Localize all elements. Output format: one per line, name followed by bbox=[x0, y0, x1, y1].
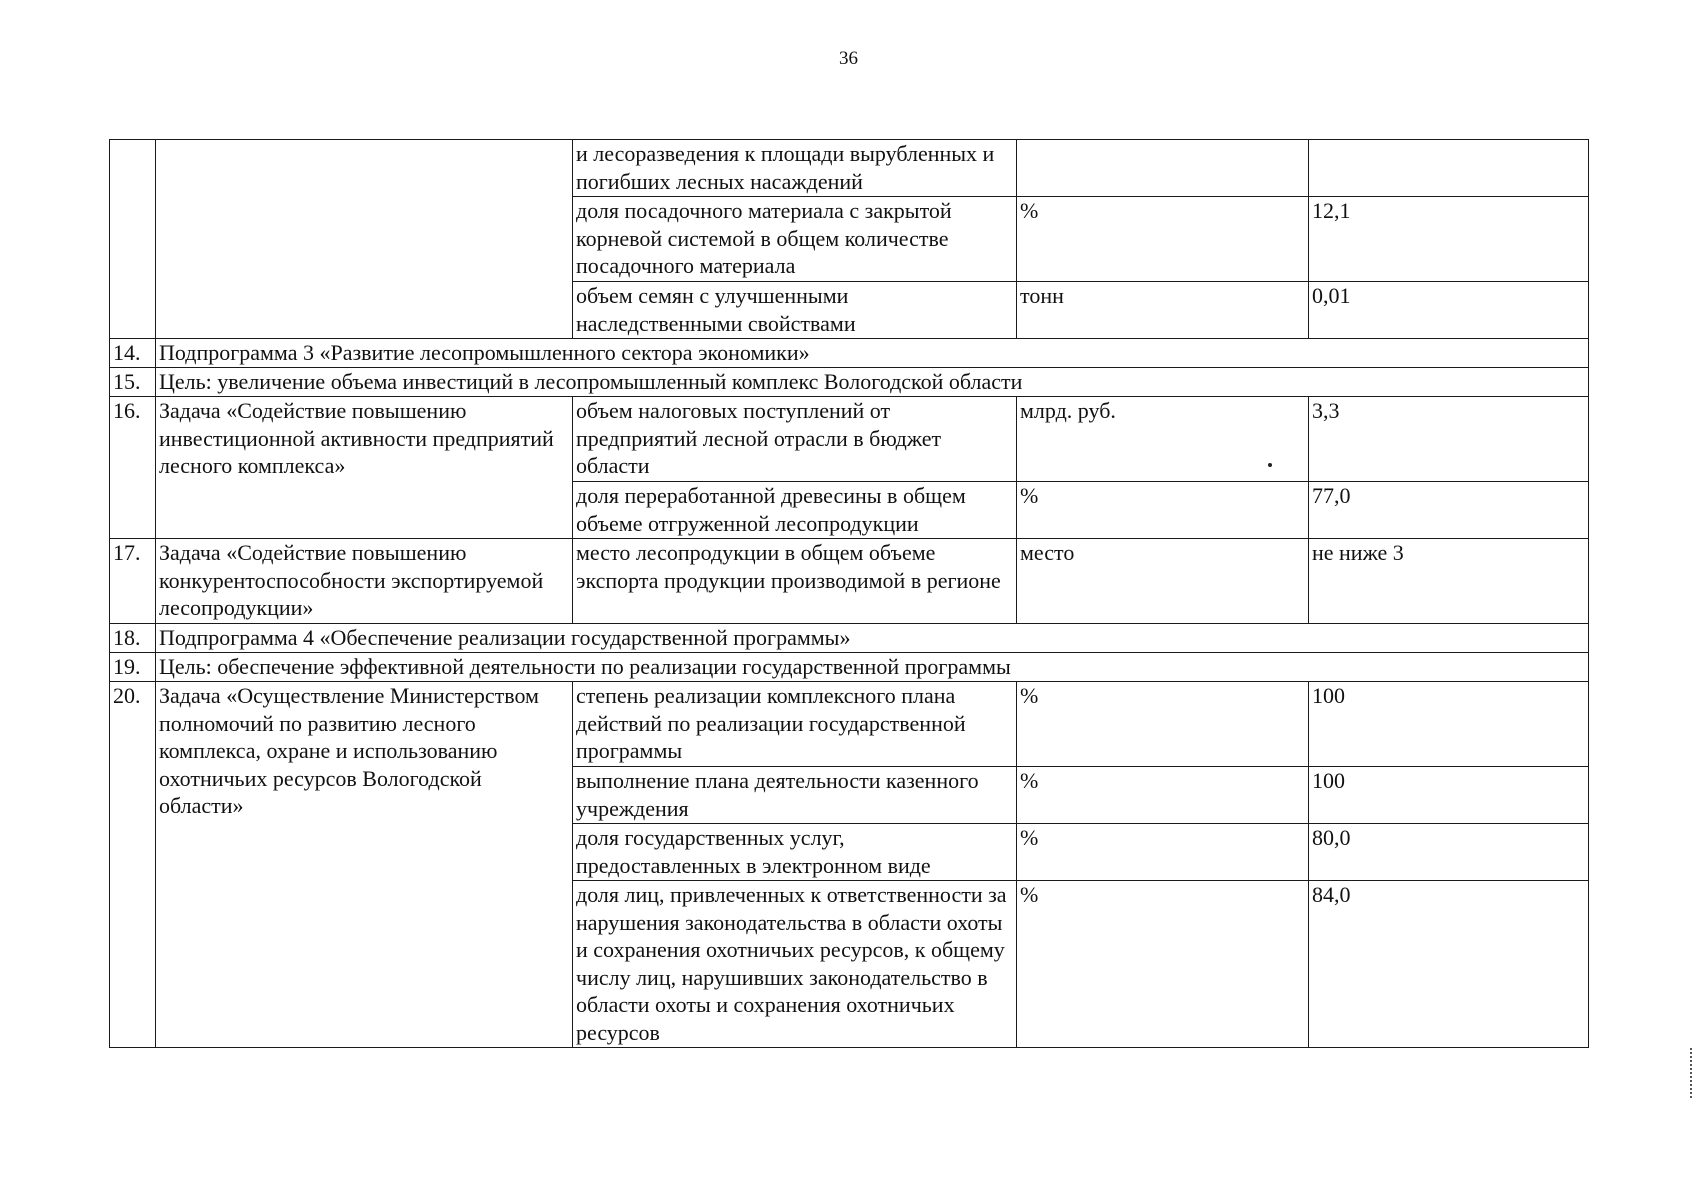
value-cell: 12,1 bbox=[1309, 197, 1589, 282]
task-cell bbox=[156, 140, 573, 339]
table-row bbox=[110, 140, 1589, 197]
row-number-cell: 15. bbox=[110, 368, 156, 397]
table-row bbox=[110, 653, 1589, 682]
unit-cell: место bbox=[1017, 539, 1309, 624]
table-row bbox=[110, 368, 1589, 397]
indicator-cell: доля государственных услуг, предоставленных в электронном виде bbox=[573, 824, 1017, 881]
goal-cell: Цель: увеличение объема инвестиций в лесопромышленный комплекс Вологодской области bbox=[156, 368, 1589, 397]
value-cell: 100 bbox=[1309, 682, 1589, 767]
indicator-cell: объем налоговых поступлений от предприятий лесной отрасли в бюджет области bbox=[573, 397, 1017, 482]
indicator-cell: объем семян с улучшенными наследственными свойствами bbox=[573, 282, 1017, 339]
unit-cell bbox=[1017, 140, 1309, 197]
row-number-cell: 16. bbox=[110, 397, 156, 539]
value-cell: 0,01 bbox=[1309, 282, 1589, 339]
scan-speck bbox=[1268, 463, 1272, 467]
row-number-cell bbox=[110, 140, 156, 339]
row-number-cell: 20. bbox=[110, 682, 156, 1048]
table-row bbox=[110, 539, 1589, 624]
row-number-cell: 14. bbox=[110, 339, 156, 368]
value-cell bbox=[1309, 140, 1589, 197]
indicators-table bbox=[109, 139, 1589, 1048]
indicator-cell: и лесоразведения к площади вырубленных и погибших лесных насаждений bbox=[573, 140, 1017, 197]
section-heading-cell: Подпрограмма 3 «Развитие лесопромышленного сектора экономики» bbox=[156, 339, 1589, 368]
table-row bbox=[110, 624, 1589, 653]
task-cell: Задача «Содействие повышению конкурентоспособности экспортируемой лесопродукции» bbox=[156, 539, 573, 624]
indicator-cell: доля посадочного материала с закрытой корневой системой в общем количестве посадочного материала bbox=[573, 197, 1017, 282]
value-cell: 77,0 bbox=[1309, 482, 1589, 539]
unit-cell: тонн bbox=[1017, 282, 1309, 339]
indicator-cell: доля переработанной древесины в общем объеме отгруженной лесопродукции bbox=[573, 482, 1017, 539]
goal-cell: Цель: обеспечение эффективной деятельности по реализации государственной программы bbox=[156, 653, 1589, 682]
table-row bbox=[110, 682, 1589, 767]
unit-cell: % bbox=[1017, 197, 1309, 282]
scan-edge-marks bbox=[1690, 1048, 1694, 1098]
unit-cell: % bbox=[1017, 824, 1309, 881]
indicator-cell: выполнение плана деятельности казенного учреждения bbox=[573, 767, 1017, 824]
value-cell: 84,0 bbox=[1309, 881, 1589, 1048]
task-cell: Задача «Содействие повышению инвестиционной активности предприятий лесного комплекса» bbox=[156, 397, 573, 539]
row-number-cell: 19. bbox=[110, 653, 156, 682]
unit-cell: млрд. руб. bbox=[1017, 397, 1309, 482]
value-cell: 3,3 bbox=[1309, 397, 1589, 482]
indicator-cell: степень реализации комплексного плана действий по реализации государственной программы bbox=[573, 682, 1017, 767]
unit-cell: % bbox=[1017, 482, 1309, 539]
value-cell: 80,0 bbox=[1309, 824, 1589, 881]
indicator-cell: место лесопродукции в общем объеме экспорта продукции производимой в регионе bbox=[573, 539, 1017, 624]
value-cell: 100 bbox=[1309, 767, 1589, 824]
unit-cell: % bbox=[1017, 767, 1309, 824]
value-cell: не ниже 3 bbox=[1309, 539, 1589, 624]
task-cell: Задача «Осуществление Министерством полномочий по развитию лесного комплекса, охране и использованию охотничьих ресурсов Вологодской области» bbox=[156, 682, 573, 1048]
row-number-cell: 17. bbox=[110, 539, 156, 624]
unit-cell: % bbox=[1017, 881, 1309, 1048]
page-number: 36 bbox=[839, 48, 858, 69]
unit-cell: % bbox=[1017, 682, 1309, 767]
indicator-cell: доля лиц, привлеченных к ответственности за нарушения законодательства в области охоты и сохранения охотничьих ресурсов, к общему числу лиц, нарушивших законодательство в области охоты и сохранения охотничьих ресурсов bbox=[573, 881, 1017, 1048]
row-number-cell: 18. bbox=[110, 624, 156, 653]
table-row bbox=[110, 397, 1589, 482]
table-row bbox=[110, 339, 1589, 368]
section-heading-cell: Подпрограмма 4 «Обеспечение реализации государственной программы» bbox=[156, 624, 1589, 653]
